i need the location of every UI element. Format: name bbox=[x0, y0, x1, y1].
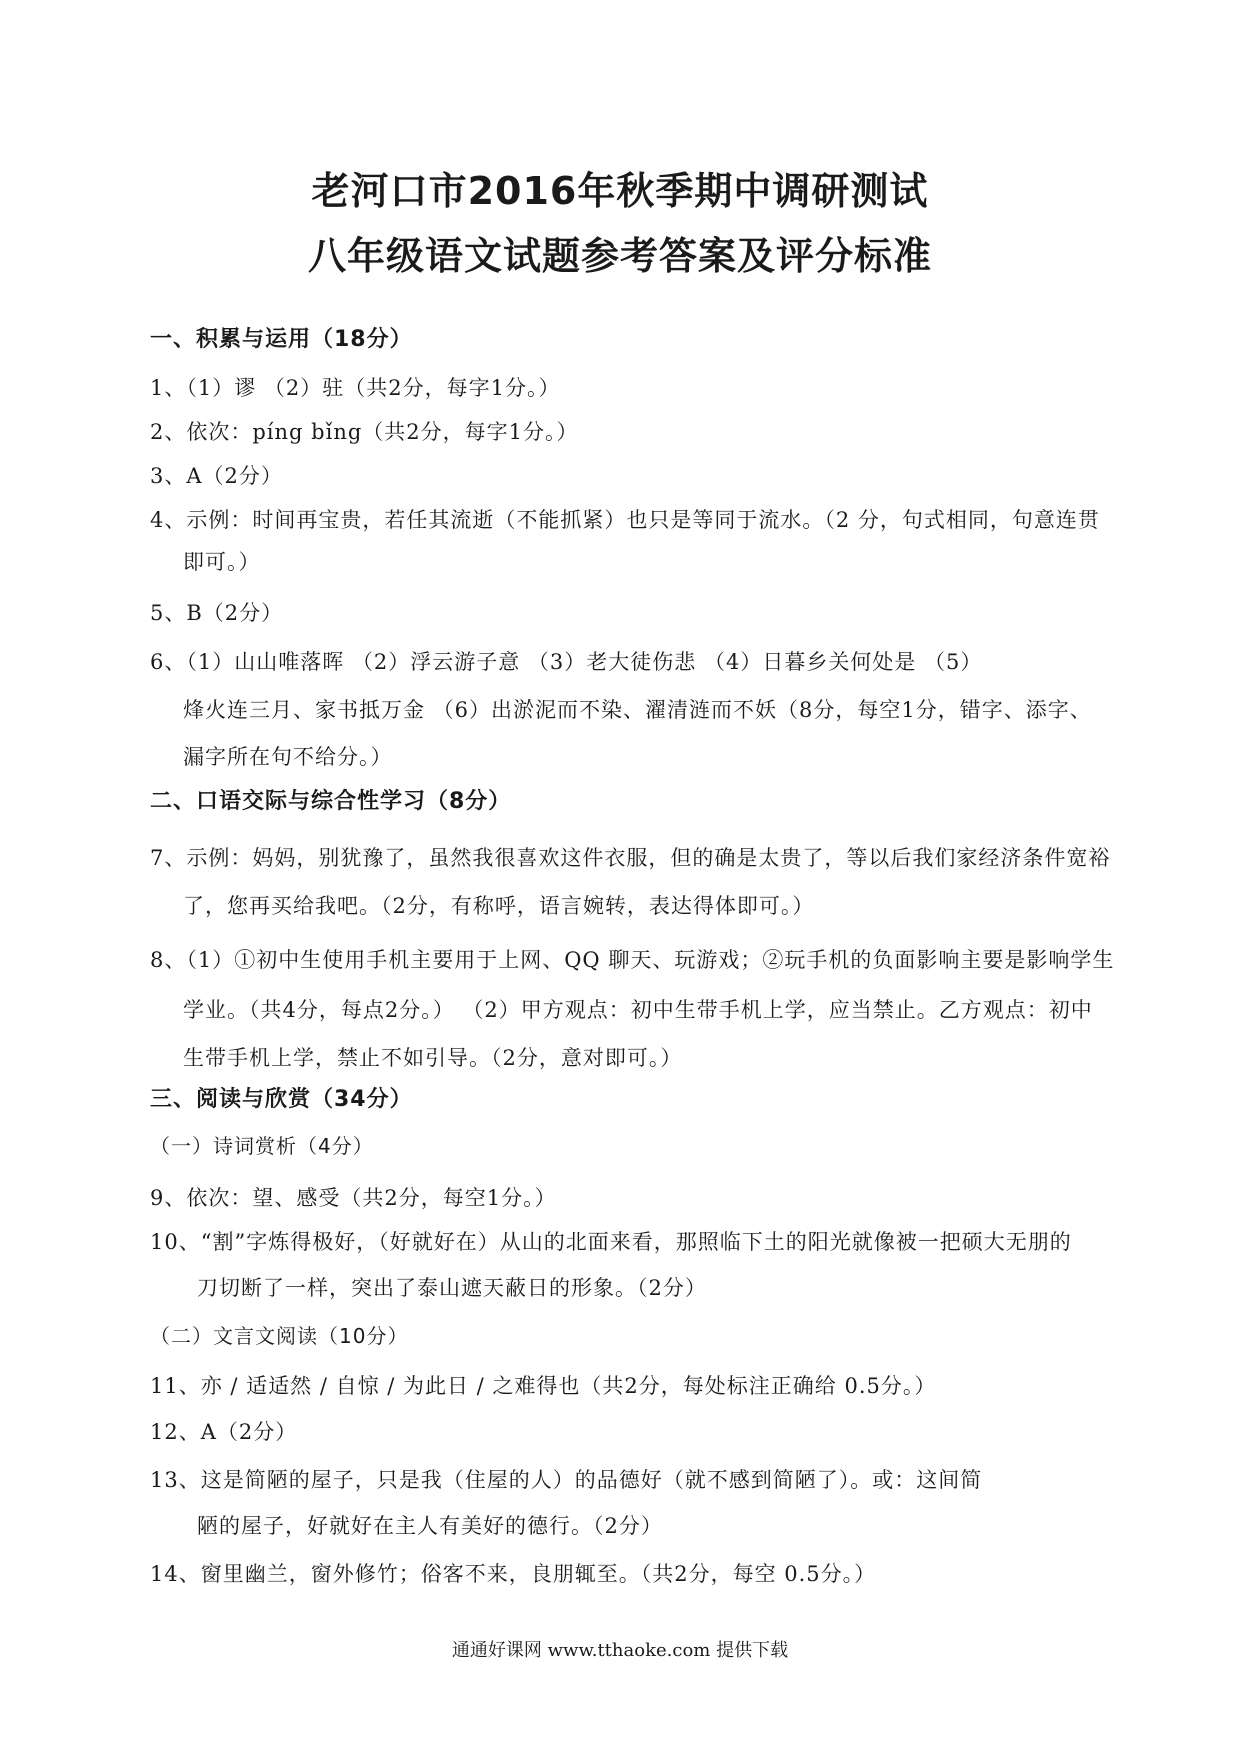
answer-12: 12、A（2分） bbox=[150, 1420, 298, 1444]
section-heading-3: 三、阅读与欣赏（34分） bbox=[150, 1087, 413, 1112]
footer-download-note: 通通好课网 www.tthaoke.com 提供下载 bbox=[451, 1640, 789, 1661]
subsection-poetry: （一）诗词赏析（4分） bbox=[150, 1134, 374, 1158]
answer-13: 13、这是简陋的屋子，只是我（住屋的人）的品德好（就不感到简陋了）。或：这间简 bbox=[150, 1468, 983, 1492]
answer-10: 10、“割”字炼得极好，（好就好在）从山的北面来看，那照临下土的阳光就像被一把硕大无朋的 bbox=[150, 1230, 1072, 1254]
answer-4: 4、示例：时间再宝贵，若任其流逝（不能抓紧）也只是等同于流水。（2 分，句式相同，句意连贯 bbox=[150, 508, 1100, 532]
answer-6: 6、（1）山山唯落晖 （2）浮云游子意 （3）老大徒伤悲 （4）日暮乡关何处是 （5） bbox=[150, 650, 983, 674]
answer-11: 11、亦 / 适适然 / 自惊 / 为此日 / 之难得也（共2分，每处标注正确给 0.5分。） bbox=[150, 1374, 937, 1398]
section-heading-1: 一、积累与运用（18分） bbox=[150, 327, 413, 352]
answer-3: 3、A（2分） bbox=[150, 464, 283, 488]
answer-1: 1、（1）谬 （2）驻（共2分，每字1分。） bbox=[150, 376, 561, 400]
answer-2: 2、依次：píng bǐng（共2分，每字1分。） bbox=[150, 420, 579, 444]
answer-7: 7、示例：妈妈，别犹豫了，虽然我很喜欢这件衣服，但的确是太贵了，等以后我们家经济条件宽裕 bbox=[150, 846, 1111, 870]
answer-7-cont: 了，您再买给我吧。（2分，有称呼，语言婉转，表达得体即可。） bbox=[183, 894, 815, 918]
answer-4-cont: 即可。） bbox=[183, 550, 261, 574]
answer-10-cont: 刀切断了一样，突出了泰山遮天蔽日的形象。（2分） bbox=[197, 1276, 707, 1300]
section-heading-2: 二、口语交际与综合性学习（8分） bbox=[150, 789, 512, 814]
answer-13-cont: 陋的屋子，好就好在主人有美好的德行。（2分） bbox=[197, 1514, 663, 1538]
answer-9: 9、依次：望、感受（共2分，每空1分。） bbox=[150, 1186, 557, 1210]
answer-8-cont-2: 生带手机上学，禁止不如引导。（2分，意对即可。） bbox=[183, 1046, 683, 1070]
answer-6-cont-2: 漏字所在句不给分。） bbox=[183, 745, 393, 769]
subsection-classical: （二）文言文阅读（10分） bbox=[150, 1324, 409, 1348]
answer-8-cont-1: 学业。（共4分，每点2分。） （2）甲方观点：初中生带手机上学，应当禁止。乙方观点：初中 bbox=[183, 998, 1093, 1022]
answer-8: 8、（1）①初中生使用手机主要用于上网、QQ 聊天、玩游戏；②玩手机的负面影响主要是影响学生 bbox=[150, 948, 1115, 972]
answer-14: 14、窗里幽兰，窗外修竹；俗客不来，良朋辄至。（共2分，每空 0.5分。） bbox=[150, 1562, 877, 1586]
title-line-1: 老河口市2016年秋季期中调研测试 bbox=[311, 169, 929, 213]
answer-5: 5、B（2分） bbox=[150, 601, 284, 625]
answer-6-cont-1: 烽火连三月、家书抵万金 （6）出淤泥而不染、濯清涟而不妖（8分，每空1分，错字、添字、 bbox=[183, 698, 1092, 722]
title-line-2: 八年级语文试题参考答案及评分标准 bbox=[307, 234, 932, 278]
